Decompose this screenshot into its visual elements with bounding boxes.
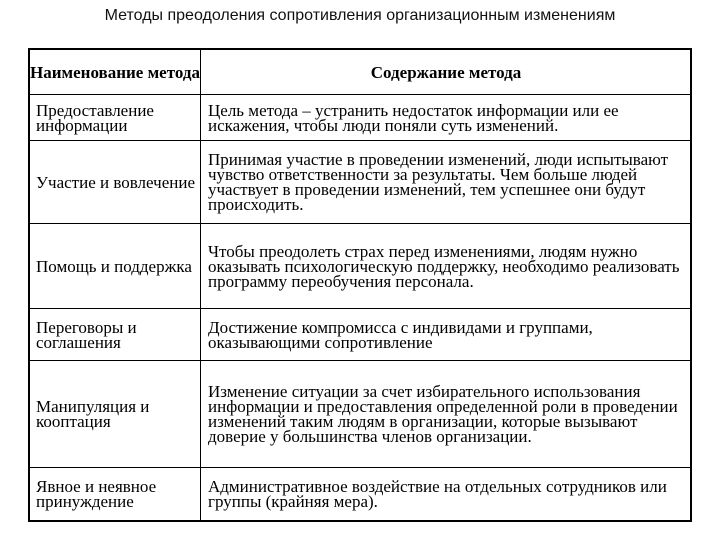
method-name-cell: Переговоры и соглашения <box>36 317 137 352</box>
table-row <box>30 224 690 309</box>
method-name-cell: Участие и вовлечение <box>36 172 196 192</box>
document-title: Методы преодоления сопротивления организационным изменениям <box>104 7 616 24</box>
method-content-cell: Принимая участие в проведении изменений, люди испытывают чувство ответственности за результаты. Чем больше людей участвует в проведении изменений, тем успешнее они будут происходить. <box>208 150 669 214</box>
table-row <box>30 468 690 520</box>
table-row <box>30 309 690 361</box>
table-header-row <box>30 50 690 95</box>
method-content-cell: Чтобы преодолеть страх перед изменениями, людям нужно оказывать психологическую поддержку, необходимо реализовать программу переобучения персонала. <box>208 241 680 291</box>
method-content-cell: Изменение ситуации за счет избирательного использования информации и предоставления определенной роли в проведении изменений таким людям в организации, которые вызывают доверие у большинства членов организации. <box>208 382 678 446</box>
method-name-cell: Помощь и поддержка <box>36 256 192 276</box>
method-name-cell: Явное и неявное принуждение <box>36 477 157 511</box>
table-row <box>30 95 690 141</box>
table-row <box>30 361 690 468</box>
table-row <box>30 141 690 224</box>
method-content-cell: Достижение компромисса с индивидами и группами, оказывающими сопротивление <box>208 317 593 352</box>
method-content-cell: Административное воздействие на отдельных сотрудников или группы (крайняя мера). <box>208 477 667 511</box>
method-content-cell: Цель метода – устранить недостаток информации или ее искажения, чтобы люди поняли суть изменений. <box>208 100 619 135</box>
methods-table <box>28 48 692 522</box>
method-name-cell: Манипуляция и кооптация <box>36 397 150 431</box>
method-name-cell: Предоставление информации <box>36 100 154 135</box>
header-method-content: Содержание метода <box>370 62 522 82</box>
header-method-name: Наименование метода <box>30 62 200 82</box>
